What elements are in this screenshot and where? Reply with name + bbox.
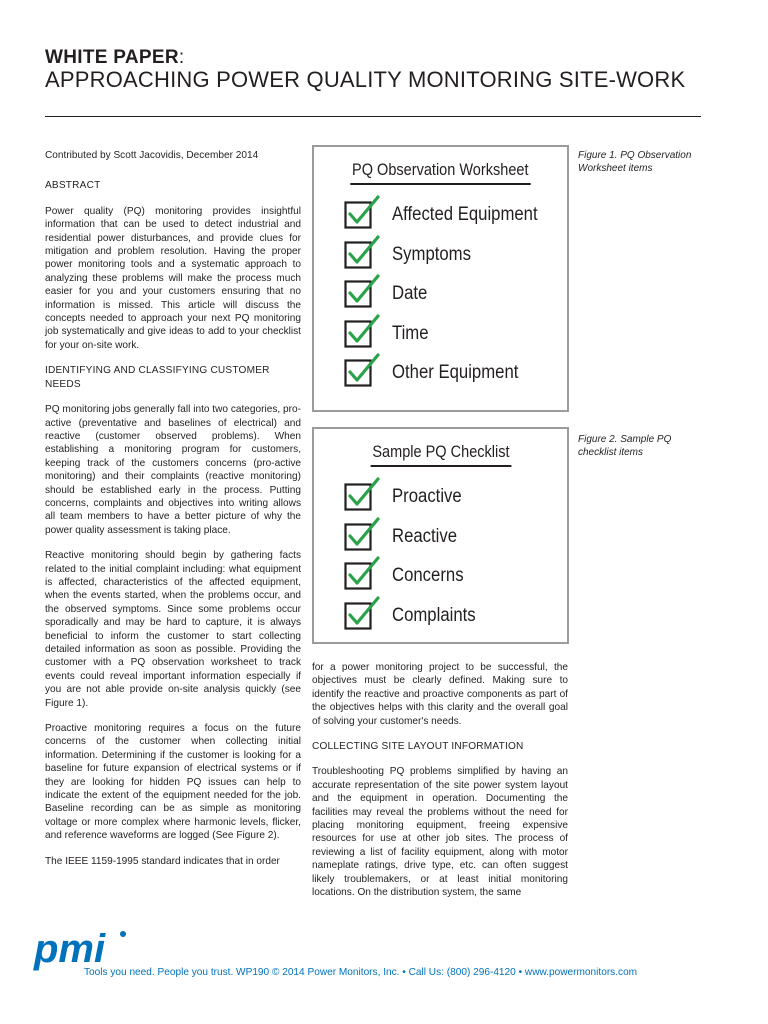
figure-1-caption: Figure 1. PQ Observation Worksheet items (578, 150, 692, 174)
abstract-paragraph: Power quality (PQ) monitoring provides insightful information that can be used to detect industrial and residential power disturbances, and provide clues for mitigation and problem resolution. Having the proper power monitoring tools and a systematic approach to analyzing these problems will make the process much easier for you and your customers ensuring that no information is missed. This article will discuss the concepts needed to approach your next PQ monitoring job systematically and give ideas to add to your checklist for your on-site work. (45, 205, 301, 351)
section-heading-customer-needs: IDENTIFYING AND CLASSIFYING CUSTOMER NEEDS (45, 365, 270, 390)
checklist-item (344, 201, 557, 229)
checkbox-checked-icon (344, 241, 372, 269)
checklist-item (344, 523, 466, 551)
figure-1-title: PQ Observation Worksheet (351, 160, 531, 185)
checklist-item-label: Time (392, 322, 429, 344)
checklist-item-label: Other Equipment (392, 362, 519, 383)
paragraph: Proactive monitoring requires a focus on the future concerns of the customer when collecting initial information. Determining if the customer is looking for a baseline for future expansion of electrical systems or if they are looking for hidden PQ issues can help to indicate the extent of the equipment needed for the job. Baseline recording can be as simple as monitoring voltage or more complex where harmonic levels, flicker, and reference waveforms are logged (See Figure 2). (45, 723, 301, 842)
page-header (45, 47, 705, 92)
page-footer (32, 928, 732, 988)
paragraph: PQ monitoring jobs generally fall into two categories, pro-active (preventative and baselines of electrical) and reactive (customer observed problems). When establishing a monitoring program for customers, keeping track of the customers concerns (pro-active monitoring) and their complaints (reactive monitoring) should be established early in the process. Putting concerns, complaints and objectives into writing allows all team members to have a better picture of why the power quality assessment is taking place. (45, 404, 301, 536)
checklist-item (344, 320, 434, 348)
checklist-item (344, 359, 536, 387)
checkbox-checked-icon (344, 280, 372, 308)
page-title: APPROACHING POWER QUALITY MONITORING SITE-WORK (45, 67, 686, 92)
section-heading-site-layout: COLLECTING SITE LAYOUT INFORMATION (312, 741, 524, 753)
checkbox-checked-icon (344, 523, 372, 551)
checkbox-checked-icon (344, 602, 372, 630)
checkbox-checked-icon (344, 562, 372, 590)
checklist-item (344, 483, 471, 511)
checklist-item-label: Complaints (392, 604, 476, 626)
header-divider (45, 116, 701, 117)
checklist-item-label: Reactive (392, 525, 458, 547)
checkbox-checked-icon (344, 201, 372, 229)
checklist-item-label: Proactive (392, 486, 462, 507)
abstract-heading: ABSTRACT (45, 180, 101, 192)
checkbox-checked-icon (344, 359, 372, 387)
figure-1-worksheet (312, 145, 569, 412)
figure-2-caption: Figure 2. Sample PQ checklist items (578, 434, 672, 458)
paragraph: Troubleshooting PQ problems simplified by having an accurate representation of the site power system layout and the equipment in operation. Documenting the facilities may reveal the problems without the need for placing monitoring equipment, freeing expensive resources for use at other job sites. The process of reviewing a list of facility equipment, along with motor nameplate ratings, drive type, etc. can often suggest likely troublemakers, or at least initial monitoring locations. On the distribution system, the same (312, 766, 568, 899)
checklist-item-label: Date (392, 283, 428, 304)
checklist-item-label: Symptoms (392, 243, 471, 265)
byline: Contributed by Scott Jacovidis, December 2014 (45, 150, 259, 161)
footer-tagline: Tools you need. People you trust. WP190 © 2014 Power Monitors, Inc. • Call Us: (800) 296-4120 • www.powermonitors.com (84, 967, 638, 978)
figure-2-checklist (312, 427, 569, 644)
paragraph: Reactive monitoring should begin by gathering facts related to the initial complaint including: what equipment is affected, characteristics of the affected equipment, when the events started, when the problems occur, and the observed symptoms. Since some problems occur sporadically and may be hard to capture, it is always beneficial to inform the customer to start collecting detailed information as soon as possible. Providing the customer with a PQ observation worksheet to track events could reveal important information especially if you are not able provide on-site analysis quickly (see Figure 1). (45, 550, 301, 709)
checklist-item-label: Affected Equipment (392, 204, 538, 225)
left-column (45, 149, 301, 880)
right-column (312, 661, 568, 912)
checklist-item (344, 241, 482, 269)
checklist-item (344, 280, 432, 308)
checklist-item (344, 602, 487, 630)
paragraph: The IEEE 1159-1995 standard indicates that in order (45, 855, 280, 867)
figure-2-title: Sample PQ Checklist (370, 442, 511, 467)
checklist-item-label: Concerns (392, 565, 464, 586)
checklist-item (344, 562, 473, 590)
logo-text: pmi (34, 928, 106, 971)
checkbox-checked-icon (344, 320, 372, 348)
document-type-label: WHITE PAPER: (45, 47, 185, 68)
checkbox-checked-icon (344, 483, 372, 511)
paragraph: for a power monitoring project to be successful, the objectives must be clearly defined. Making sure to identify the reactive and proactive components as part of the objectives helps with this clarity and the overall goal of solving your customer's needs. (312, 662, 568, 727)
